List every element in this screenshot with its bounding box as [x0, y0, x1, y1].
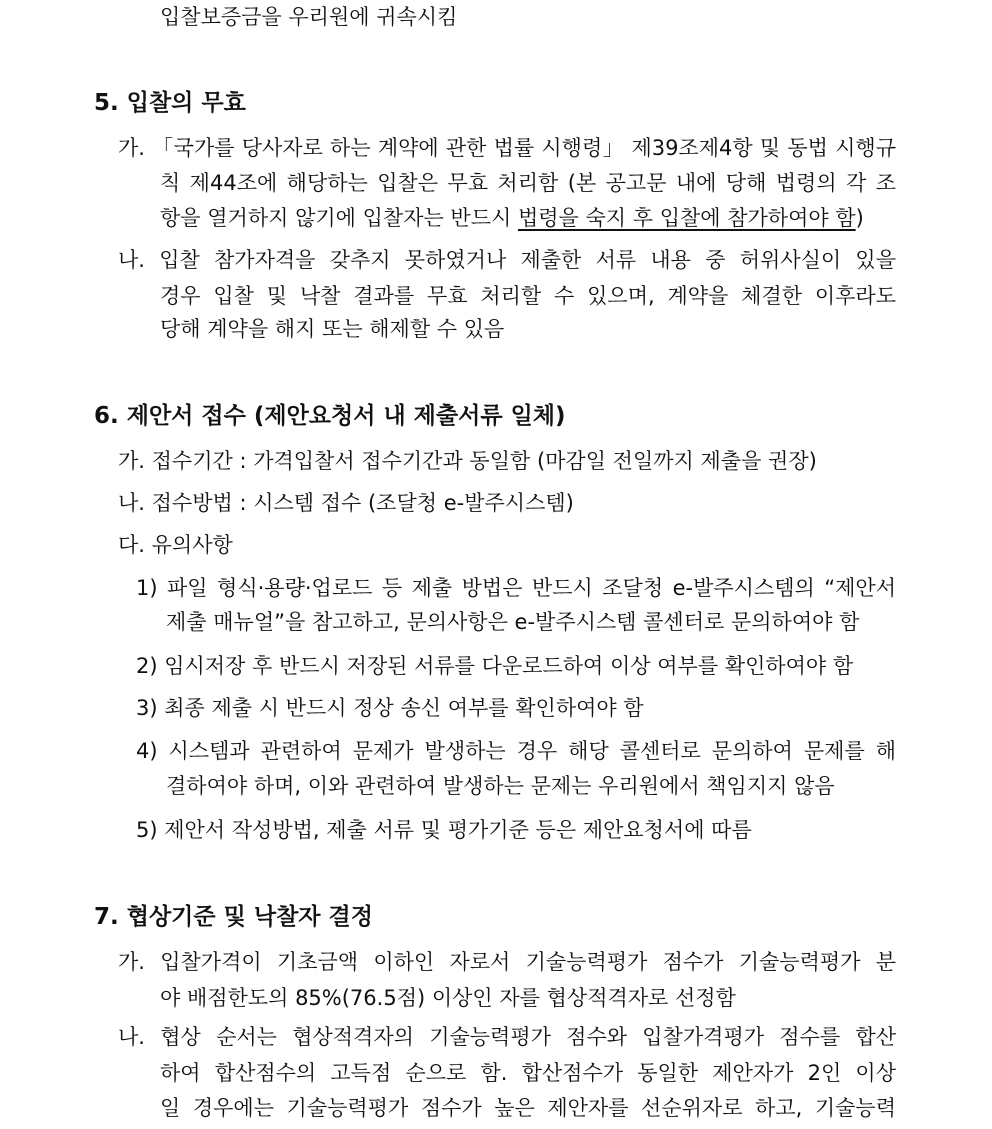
continuation-text: 입찰보증금을 우리원에 귀속시킴 — [160, 5, 458, 29]
underlined-emphasis: 법령을 숙지 후 입찰에 참가하여야 함 — [517, 206, 856, 230]
section-7-heading: 7. 협상기준 및 낙찰자 결정 — [94, 904, 373, 930]
section-7-item-ga-line-1: 가. 입찰가격이 기초금액 이하인 자로서 기술능력평가 점수가 기술능력평가 분 — [118, 950, 896, 974]
section-6-item-ga: 가. 접수기간 : 가격입찰서 접수기간과 동일함 (마감일 전일까지 제출을 권장) — [118, 449, 817, 473]
section-6-item-na: 나. 접수방법 : 시스템 접수 (조달청 e-발주시스템) — [118, 491, 574, 515]
section-6-note-2: 2) 임시저장 후 반드시 저장된 서류를 다운로드하여 이상 여부를 확인하여야 함 — [136, 654, 854, 678]
section-6-note-3: 3) 최종 제출 시 반드시 정상 송신 여부를 확인하여야 함 — [136, 696, 644, 720]
section-5-item-na-line-3: 당해 계약을 해지 또는 해제할 수 있음 — [160, 317, 505, 341]
section-7-item-na-line-2: 하여 합산점수의 고득점 순으로 함. 합산점수가 동일한 제안자가 2인 이상 — [160, 1061, 896, 1085]
section-6-heading: 6. 제안서 접수 (제안요청서 내 제출서류 일체) — [94, 403, 566, 429]
ga-line-3-text: 항을 열거하지 않기에 입찰자는 반드시 — [160, 206, 518, 230]
section-7-item-na-line-1: 나. 협상 순서는 협상적격자의 기술능력평가 점수와 입찰가격평가 점수를 합산 — [118, 1025, 896, 1049]
section-5-item-na-line-1: 나. 입찰 참가자격을 갖추지 못하였거나 제출한 서류 내용 중 허위사실이 있을 — [118, 248, 896, 272]
section-5-item-ga-line-3 — [160, 203, 864, 233]
section-7-item-na-line-3: 일 경우에는 기술능력평가 점수가 높은 제안자를 선순위자로 하고, 기술능력 — [160, 1096, 896, 1120]
section-5-item-na-line-2: 경우 입찰 및 낙찰 결과를 무효 처리할 수 있으며, 계약을 체결한 이후라도 — [160, 284, 896, 308]
section-6-note-1-line-2: 제출 매뉴얼”을 참고하고, 문의사항은 e-발주시스템 콜센터로 문의하여야 함 — [166, 610, 860, 634]
section-6-note-4-line-1: 4) 시스템과 관련하여 문제가 발생하는 경우 해당 콜센터로 문의하여 문제를 해 — [136, 739, 896, 763]
section-5-item-ga-line-2: 칙 제44조에 해당하는 입찰은 무효 처리함 (본 공고문 내에 당해 법령의 각 조 — [160, 171, 896, 195]
section-6-note-1-line-1: 1) 파일 형식·용량·업로드 등 제출 방법은 반드시 조달청 e-발주시스템의 “제안서 — [136, 576, 896, 600]
section-7-item-ga-line-2: 야 배점한도의 85%(76.5점) 이상인 자를 협상적격자로 선정함 — [160, 986, 736, 1010]
section-5-heading: 5. 입찰의 무효 — [94, 90, 246, 116]
section-6-note-5: 5) 제안서 작성방법, 제출 서류 및 평가기준 등은 제안요청서에 따름 — [136, 818, 752, 842]
section-6-item-da: 다. 유의사항 — [118, 533, 233, 557]
section-5-item-ga-line-1: 가. 「국가를 당사자로 하는 계약에 관한 법률 시행령」 제39조제4항 및 동법 시행규 — [118, 136, 896, 160]
section-6-note-4-line-2: 결하여야 하며, 이와 관련하여 발생하는 문제는 우리원에서 책임지지 않음 — [166, 774, 835, 798]
closing-paren: ) — [855, 206, 864, 230]
